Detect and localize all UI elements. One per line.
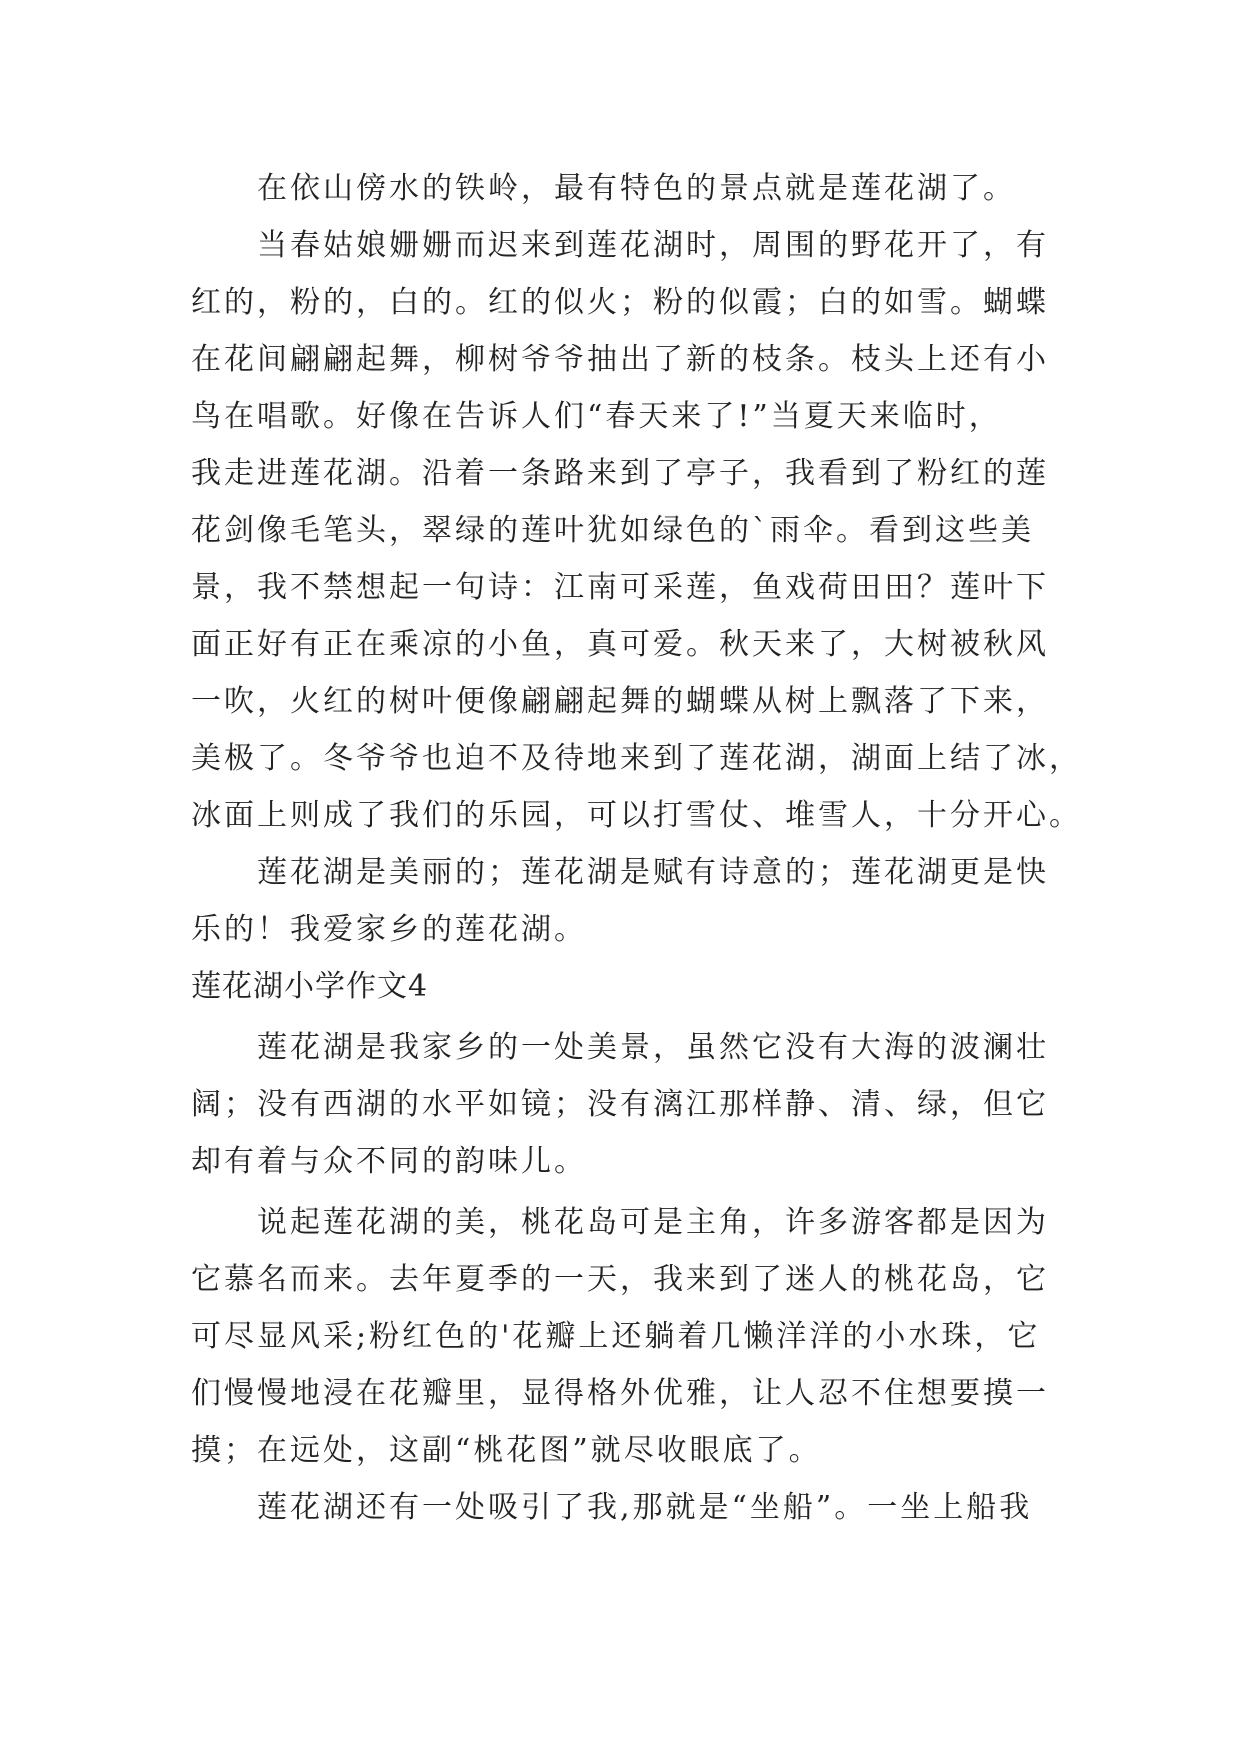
text-line: 它慕名而来。去年夏季的一天，我来到了迷人的桃花岛，它 [191, 1262, 1049, 1297]
text-line: 冰面上则成了我们的乐园，可以打雪仗、堆雪人，十分开心。 [191, 798, 1082, 833]
text-line: 红的，粉的，白的。红的似火；粉的似霞；白的如雪。蝴蝶 [191, 285, 1049, 320]
text-line: 一吹，火红的树叶便像翩翩起舞的蝴蝶从树上飘落了下来， [191, 684, 1049, 719]
text-line: 莲花湖还有一处吸引了我,那就是“坐船”。一坐上船我 [257, 1490, 1033, 1525]
text-line: 摸；在远处，这副“桃花图”就尽收眼底了。 [191, 1433, 822, 1468]
text-line: 鸟在唱歌。好像在告诉人们“春天来了!”当夏天来临时， [191, 399, 1002, 434]
text-line: 却有着与众不同的韵味儿。 [191, 1144, 587, 1179]
paragraph-3 [191, 844, 1061, 958]
text-line: 当春姑娘姗姗而迟来到莲花湖时，周围的野花开了，有 [257, 228, 1049, 263]
text-line: 莲花湖是我家乡的一处美景，虽然它没有大海的波澜壮 [257, 1030, 1049, 1065]
text-line: 乐的！我爱家乡的莲花湖。 [191, 912, 587, 947]
text-line: 美极了。冬爷爷也迫不及待地来到了莲花湖，湖面上结了冰， [191, 741, 1082, 776]
paragraph-5 [191, 1194, 1061, 1479]
text-line: 们慢慢地浸在花瓣里，显得格外优雅，让人忍不住想要摸一 [191, 1376, 1049, 1411]
text-line: 我走进莲花湖。沿着一条路来到了亭子，我看到了粉红的莲 [191, 456, 1049, 491]
paragraph-6 [191, 1479, 1061, 1536]
text-line: 在依山傍水的铁岭，最有特色的景点就是莲花湖了。 [257, 171, 1016, 206]
article-body [191, 160, 1082, 1536]
paragraph-4 [191, 1019, 1061, 1190]
paragraph-1 [191, 160, 1061, 217]
paragraph-2 [191, 217, 1082, 844]
text-line: 可尽显风采;粉红色的'花瓣上还躺着几懒洋洋的小水珠，它 [191, 1319, 1041, 1354]
section-heading: 莲花湖小学作文4 [191, 969, 429, 1004]
text-line: 莲花湖是美丽的；莲花湖是赋有诗意的；莲花湖更是快 [257, 855, 1049, 890]
text-line: 阔；没有西湖的水平如镜；没有漓江那样静、清、绿，但它 [191, 1087, 1049, 1122]
text-line: 说起莲花湖的美，桃花岛可是主角，许多游客都是因为 [257, 1205, 1049, 1240]
text-line: 面正好有正在乘凉的小鱼，真可爱。秋天来了，大树被秋风 [191, 627, 1049, 662]
text-line: 花剑像毛笔头，翠绿的莲叶犹如绿色的`雨伞。看到这些美 [191, 513, 1034, 548]
text-line: 景，我不禁想起一句诗：江南可采莲，鱼戏荷田田？莲叶下 [191, 570, 1049, 605]
text-line: 在花间翩翩起舞，柳树爷爷抽出了新的枝条。枝头上还有小 [191, 342, 1049, 377]
